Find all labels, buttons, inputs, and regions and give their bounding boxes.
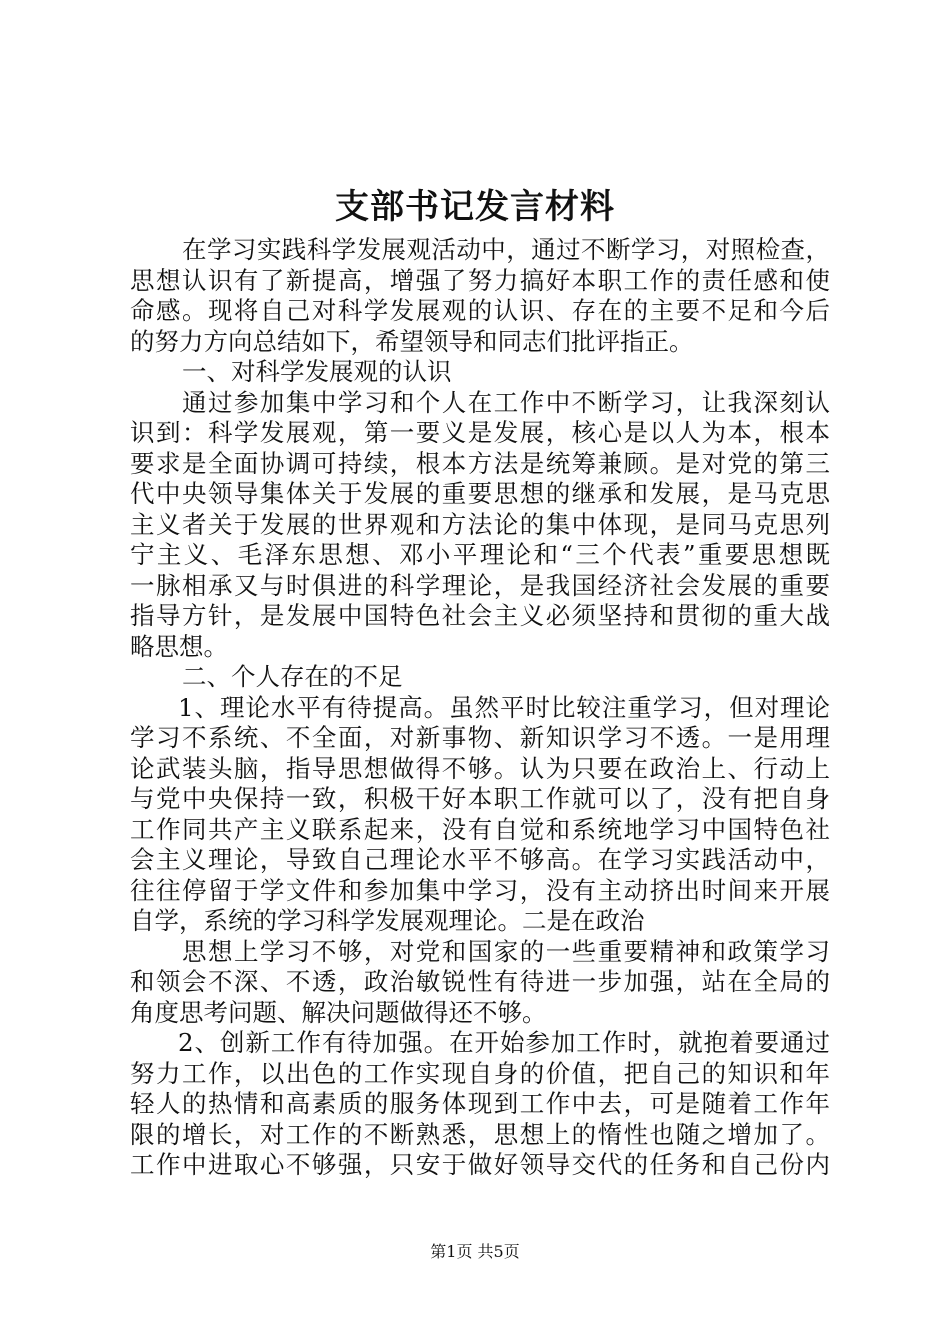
document-body — [130, 235, 830, 1181]
body-line: 的努力方向总结如下，希望领导和同志们批评指正。 — [130, 326, 694, 356]
body-line: 与党中央保持一致，积极干好本职工作就可以了，没有把自身 — [130, 784, 830, 813]
body-line: 一脉相承又与时俱进的科学理论，是我国经济社会发展的重要 — [130, 570, 830, 600]
body-line: 要求是全面协调可持续，根本方法是统筹兼顾。是对党的第三 — [130, 448, 830, 478]
body-line: 代中央领导集体关于发展的重要思想的继承和发展，是马克思 — [130, 479, 830, 508]
body-line: 略思想。 — [130, 631, 228, 661]
body-line: 思想上学习不够，对党和国家的一些重要精神和政策学习 — [182, 936, 830, 966]
body-line: 和领会不深、不透，政治敏锐性有待进一步加强，站在全局的 — [130, 967, 830, 996]
body-line: 1、理论水平有待提高。虽然平时比较注重学习，但对理论 — [178, 692, 830, 722]
body-line: 指导方针，是发展中国特色社会主义必须坚持和贯彻的重大战 — [130, 601, 830, 630]
body-line: 会主义理论，导致自己理论水平不够高。在学习实践活动中， — [130, 845, 830, 874]
body-line: 往往停留于学文件和参加集中学习，没有主动挤出时间来开展 — [130, 875, 830, 905]
body-line: 二、个人存在的不足 — [182, 662, 403, 691]
body-line: 轻人的热情和高素质的服务体现到工作中去，可是随着工作年 — [130, 1089, 830, 1118]
body-line: 自学，系统的学习科学发展观理论。二是在政治 — [130, 906, 645, 935]
body-line: 在学习实践科学发展观活动中，通过不断学习，对照检查， — [182, 235, 830, 264]
body-line: 工作中进取心不够强，只安于做好领导交代的任务和自己份内 — [130, 1150, 830, 1179]
page-number-footer: 第1页 共5页 — [430, 1242, 520, 1261]
body-line: 思想认识有了新提高，增强了努力搞好本职工作的责任感和使 — [130, 265, 830, 295]
body-line: 宁主义、毛泽东思想、邓小平理论和“三个代表”重要思想既 — [130, 540, 830, 569]
body-line: 学习不系统、不全面，对新事物、新知识学习不透。一是用理 — [130, 723, 830, 752]
body-line: 论武装头脑，指导思想做得不够。认为只要在政治上、行动上 — [130, 753, 830, 783]
body-line: 限的增长，对工作的不断熟悉，思想上的惰性也随之增加了。 — [130, 1119, 830, 1149]
body-line: 命感。现将自己对科学发展观的认识、存在的主要不足和今后 — [130, 296, 830, 325]
body-line: 主义者关于发展的世界观和方法论的集中体现，是同马克思列 — [130, 509, 830, 539]
body-line: 努力工作，以出色的工作实现自身的价值，把自己的知识和年 — [130, 1058, 830, 1088]
body-line: 识到：科学发展观，第一要义是发展，核心是以人为本，根本 — [130, 418, 830, 447]
document-title: 支部书记发言材料 — [335, 187, 615, 227]
body-line: 角度思考问题、解决问题做得还不够。 — [130, 997, 547, 1027]
body-line: 一、对科学发展观的认识 — [182, 357, 452, 386]
body-line: 通过参加集中学习和个人在工作中不断学习，让我深刻认 — [182, 387, 830, 417]
body-line: 2、创新工作有待加强。在开始参加工作时，就抱着要通过 — [178, 1028, 830, 1057]
body-line: 工作同共产主义联系起来，没有自觉和系统地学习中国特色社 — [130, 814, 830, 844]
